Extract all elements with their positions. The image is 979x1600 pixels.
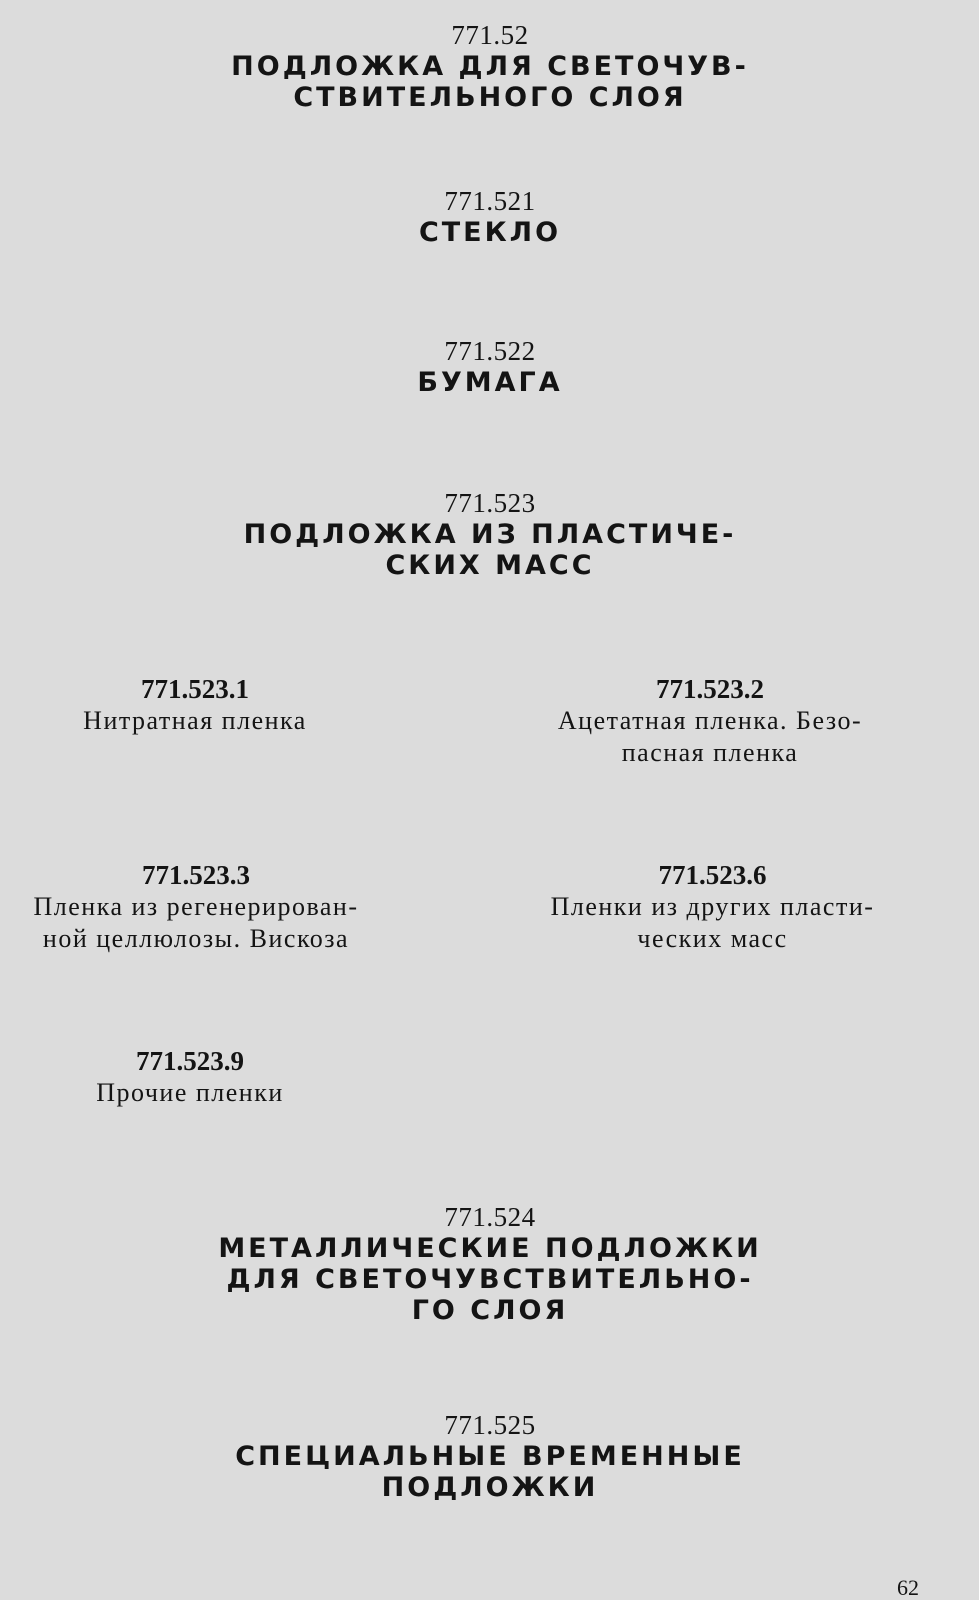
section-title-line: СПЕЦИАЛЬНЫЕ ВРЕМЕННЫЕ <box>235 1441 745 1472</box>
subsection-771-523-6 <box>510 860 915 955</box>
section-title-line: ГО СЛОЯ <box>411 1295 569 1326</box>
section-title-line: МЕТАЛЛИЧЕСКИЕ ПОДЛОЖКИ <box>218 1233 762 1264</box>
subsection-text-line: Пленки из других пласти- <box>550 892 875 921</box>
subsection-text-line: ной целлюлозы. Вискоза <box>42 924 350 953</box>
section-code: 771.523 <box>444 488 536 518</box>
subsection-text-line: Ацетатная пленка. Безо- <box>557 706 863 735</box>
subsection-text-line: Пленка из регенерирован- <box>33 892 359 921</box>
section-code: 771.521 <box>444 186 536 216</box>
subsection-code: 771.523.9 <box>136 1046 244 1076</box>
section-771-52 <box>160 20 820 113</box>
section-title-line: БУМАГА <box>417 367 563 398</box>
subsection-code: 771.523.2 <box>656 674 764 704</box>
subsection-text-line: Прочие пленки <box>96 1078 284 1107</box>
section-code: 771.524 <box>444 1202 536 1232</box>
subsection-text-line: пасная пленка <box>621 738 799 767</box>
subsection-771-523-9 <box>30 1046 350 1109</box>
subsection-text-line: Нитратная пленка <box>83 706 307 735</box>
page-number: 62 <box>897 1575 919 1600</box>
subsection-code: 771.523.1 <box>141 674 249 704</box>
section-code: 771.525 <box>444 1410 536 1440</box>
section-title-line: ПОДЛОЖКИ <box>381 1472 599 1503</box>
section-title-line: СКИХ МАСС <box>385 550 595 581</box>
section-title-line: ПОДЛОЖКА ДЛЯ СВЕТОЧУВ- <box>231 51 749 82</box>
section-771-522 <box>260 336 720 398</box>
subsection-code: 771.523.6 <box>658 860 767 890</box>
section-771-521 <box>260 186 720 248</box>
section-code: 771.52 <box>451 20 529 50</box>
section-title-line: СТВИТЕЛЬНОГО СЛОЯ <box>293 82 687 113</box>
section-code: 771.522 <box>444 336 536 366</box>
section-title-line: СТЕКЛО <box>418 217 562 248</box>
section-title-line: ПОДЛОЖКА ИЗ ПЛАСТИЧЕ- <box>243 519 737 550</box>
subsection-771-523-3 <box>0 860 392 955</box>
section-title-line: ДЛЯ СВЕТОЧУВСТВИТЕЛЬНО- <box>226 1264 754 1295</box>
section-771-525 <box>140 1410 840 1503</box>
section-771-524 <box>140 1202 840 1326</box>
section-771-523 <box>160 488 820 581</box>
subsection-code: 771.523.3 <box>142 860 250 890</box>
subsection-771-523-2 <box>510 674 910 769</box>
subsection-771-523-1 <box>10 674 380 737</box>
subsection-text-line: ческих масс <box>637 924 788 953</box>
